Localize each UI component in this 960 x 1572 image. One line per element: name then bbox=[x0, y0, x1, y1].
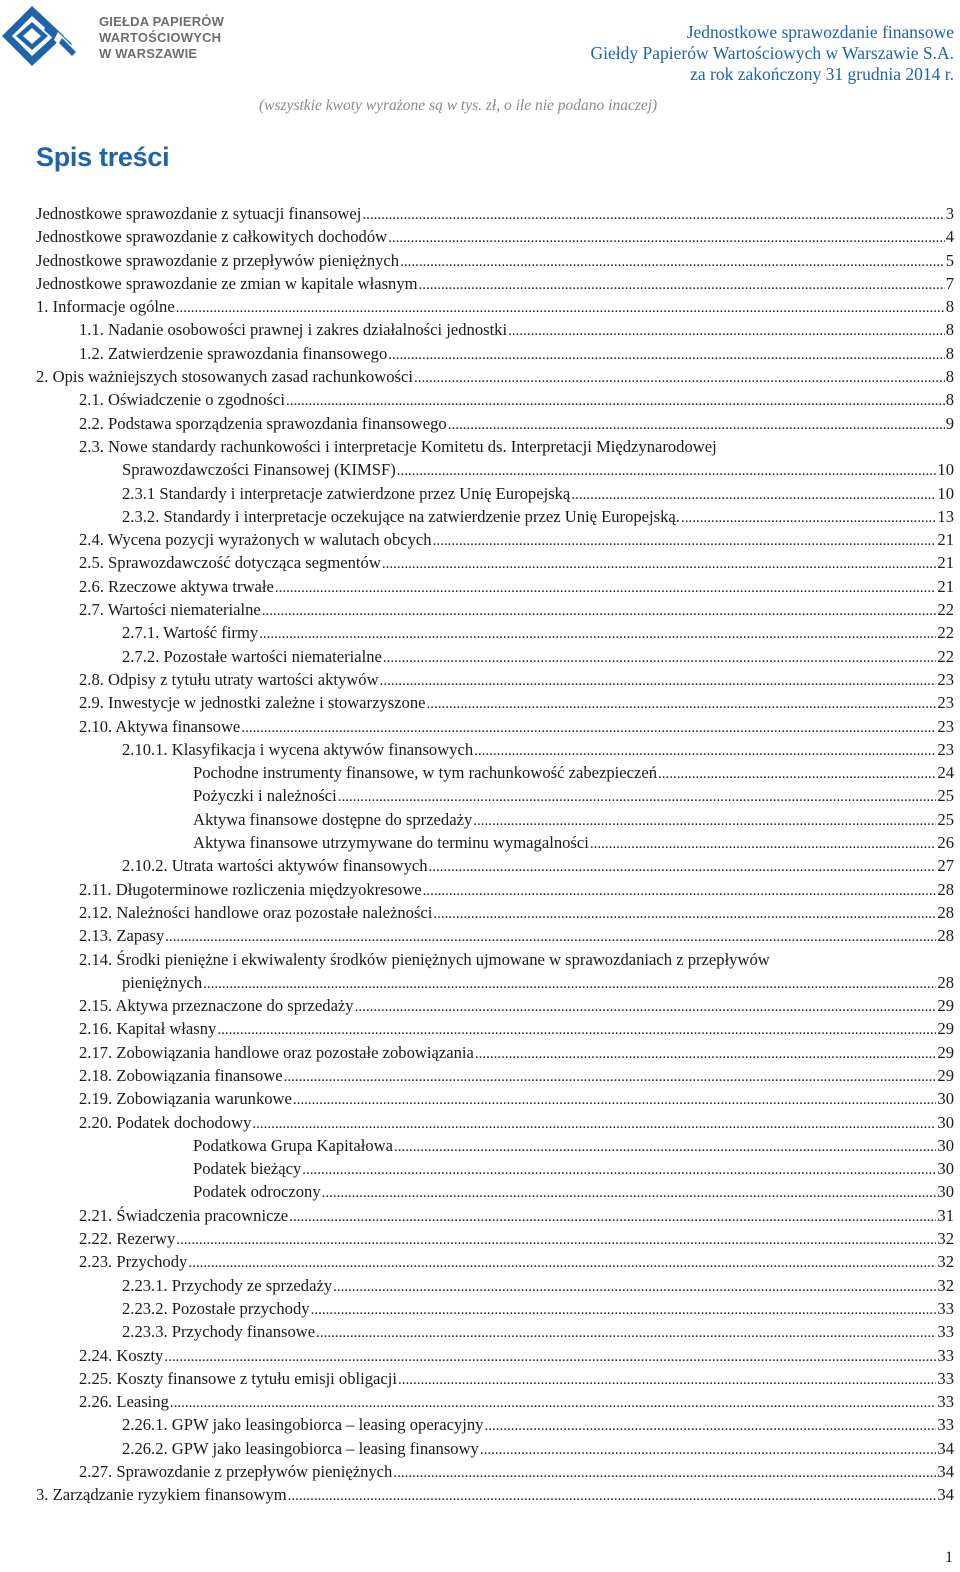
toc-leader-dots bbox=[397, 460, 937, 483]
toc-leader-dots bbox=[355, 996, 937, 1019]
toc-entry-title: 2.1. Oświadczenie o zgodności bbox=[79, 390, 285, 410]
toc-entry[interactable] bbox=[36, 575, 954, 598]
toc-leader-dots bbox=[433, 530, 937, 553]
toc-leader-dots bbox=[165, 926, 936, 949]
toc-page-number: 33 bbox=[937, 1415, 954, 1435]
toc-entry[interactable] bbox=[36, 342, 954, 365]
toc-page-number: 10 bbox=[937, 483, 954, 503]
toc-page-number: 8 bbox=[945, 367, 954, 387]
toc-leader-dots bbox=[394, 1136, 936, 1159]
toc-leader-dots bbox=[388, 344, 944, 367]
toc-page-number: 28 bbox=[937, 879, 954, 899]
toc-entry[interactable] bbox=[36, 1367, 954, 1390]
toc-entry-title: 2.20. Podatek dochodowy bbox=[79, 1112, 252, 1132]
toc-entry[interactable] bbox=[36, 551, 954, 574]
toc-page-number: 8 bbox=[945, 297, 954, 317]
toc-entry-title: 2.8. Odpisy z tytułu utraty wartości aktywów bbox=[79, 669, 379, 689]
toc-entry[interactable] bbox=[36, 1064, 954, 1087]
toc-page-number: 30 bbox=[937, 1112, 954, 1132]
toc-entry[interactable] bbox=[36, 738, 954, 761]
toc-leader-dots bbox=[388, 227, 945, 250]
toc-entry[interactable] bbox=[36, 878, 954, 901]
toc-entry-title: Jednostkowe sprawozdanie z sytuacji finansowej bbox=[36, 204, 362, 223]
toc-leader-dots bbox=[480, 1439, 937, 1462]
toc-leader-dots bbox=[316, 1322, 936, 1345]
toc-entry-title: 2.25. Koszty finansowe z tytułu emisji obligacji bbox=[79, 1368, 397, 1388]
toc-entry-title: 2.27. Sprawozdanie z przepływów pieniężnych bbox=[79, 1462, 393, 1482]
toc-page-number: 30 bbox=[937, 1182, 954, 1202]
toc-leader-dots bbox=[433, 903, 936, 926]
toc-leader-dots bbox=[419, 274, 945, 297]
toc-leader-dots bbox=[284, 1066, 937, 1089]
toc-leader-dots bbox=[241, 717, 936, 740]
toc-page-number: 21 bbox=[937, 530, 954, 550]
toc-page-number: 33 bbox=[937, 1345, 954, 1365]
toc-entry-title: 2.3.2. Standardy i interpretacje oczekujące na zatwierdzenie przez Unię Europejską. bbox=[122, 506, 680, 526]
toc-leader-dots bbox=[252, 1113, 936, 1136]
toc-entry[interactable] bbox=[36, 1157, 954, 1180]
toc-page-number: 21 bbox=[937, 576, 954, 596]
toc-entry-title: 2.7.2. Pozostałe wartości niematerialne bbox=[122, 646, 382, 666]
toc-page-number: 30 bbox=[937, 1089, 954, 1109]
toc-entry-title: 2.12. Należności handlowe oraz pozostałe należności bbox=[79, 902, 433, 922]
toc-entry[interactable] bbox=[36, 1297, 954, 1320]
toc-entry-title: 2.26.2. GPW jako leasingobiorca – leasing finansowy bbox=[122, 1438, 479, 1458]
toc-entry-title: 2. Opis ważniejszych stosowanych zasad rachunkowości bbox=[36, 367, 413, 387]
table-of-contents bbox=[36, 202, 954, 1507]
toc-entry-title: 2.9. Inwestycje w jednostki zależne i stowarzyszone bbox=[79, 693, 426, 713]
toc-entry[interactable] bbox=[36, 435, 954, 482]
toc-entry[interactable] bbox=[36, 901, 954, 924]
toc-leader-dots bbox=[289, 1206, 936, 1229]
toc-leader-dots bbox=[217, 1019, 936, 1042]
toc-entry[interactable] bbox=[36, 831, 954, 854]
toc-entry[interactable] bbox=[36, 1180, 954, 1203]
toc-leader-dots bbox=[400, 251, 945, 274]
toc-entry[interactable] bbox=[36, 505, 954, 528]
toc-page-number: 27 bbox=[937, 856, 954, 876]
toc-page-number: 33 bbox=[937, 1322, 954, 1342]
toc-entry-title: 2.2. Podstawa sporządzenia sprawozdania finansowego bbox=[79, 413, 447, 433]
toc-entry-title: 2.19. Zobowiązania warunkowe bbox=[79, 1089, 292, 1109]
toc-entry-title: 2.4. Wycena pozycji wyrażonych w walutach obcych bbox=[79, 530, 432, 550]
toc-leader-dots bbox=[176, 1229, 936, 1252]
toc-page-number: 32 bbox=[937, 1252, 954, 1272]
header-title-line: za rok zakończony 31 grudnia 2014 r. bbox=[690, 64, 954, 84]
toc-page-number: 26 bbox=[937, 833, 954, 853]
toc-leader-dots bbox=[423, 880, 937, 903]
toc-entry-title: 1.2. Zatwierdzenie sprawozdania finansowego bbox=[79, 343, 388, 363]
toc-leader-dots bbox=[275, 577, 937, 600]
toc-page-number: 5 bbox=[945, 250, 954, 270]
toc-entry-title: Aktywa finansowe utrzymywane do terminu wymagalności bbox=[193, 833, 589, 853]
toc-page-number: 28 bbox=[937, 926, 954, 946]
toc-page-number: 28 bbox=[937, 902, 954, 922]
amounts-note: (wszystkie kwoty wyrażone są w tys. zł, o ile nie podano inaczej) bbox=[259, 97, 658, 114]
toc-page-number: 25 bbox=[937, 809, 954, 829]
toc-page-number: 33 bbox=[937, 1368, 954, 1388]
toc-page-number: 34 bbox=[937, 1438, 954, 1458]
toc-entry[interactable] bbox=[36, 808, 954, 831]
toc-page-number: 13 bbox=[937, 506, 954, 526]
toc-entry-title: 2.16. Kapitał własny bbox=[79, 1019, 217, 1039]
toc-leader-dots bbox=[293, 1089, 937, 1112]
toc-leader-dots bbox=[383, 647, 937, 670]
toc-entry[interactable] bbox=[36, 528, 954, 551]
toc-entry[interactable] bbox=[36, 318, 954, 341]
toc-leader-dots bbox=[590, 833, 937, 856]
logo-line: WARTOŚCIOWYCH bbox=[99, 30, 222, 45]
toc-leader-dots bbox=[203, 973, 936, 996]
toc-page-number: 30 bbox=[937, 1135, 954, 1155]
toc-entry-title: 2.21. Świadczenia pracownicze bbox=[79, 1205, 289, 1225]
toc-page-number: 34 bbox=[937, 1462, 954, 1482]
toc-page-number: 9 bbox=[945, 413, 954, 433]
toc-entry-title: 2.23. Przychody bbox=[79, 1252, 188, 1272]
toc-leader-dots bbox=[380, 670, 937, 693]
toc-leader-dots bbox=[382, 553, 937, 576]
toc-page-number: 29 bbox=[937, 1042, 954, 1062]
toc-entry-title: 2.11. Długoterminowe rozliczenia międzyokresowe bbox=[79, 879, 422, 899]
toc-entry[interactable] bbox=[36, 412, 954, 435]
toc-page-number: 22 bbox=[937, 600, 954, 620]
toc-entry-title-continued: Sprawozdawczości Finansowej (KIMSF) bbox=[122, 460, 396, 480]
logo-line: W WARSZAWIE bbox=[99, 46, 198, 61]
toc-entry-title: 2.6. Rzeczowe aktywa trwałe bbox=[79, 576, 274, 596]
toc-entry-title: 2.10.1. Klasyfikacja i wycena aktywów finansowych bbox=[122, 739, 474, 759]
toc-entry[interactable] bbox=[36, 1087, 954, 1110]
toc-leader-dots bbox=[288, 1485, 937, 1508]
toc-entry-title: 2.24. Koszty bbox=[79, 1345, 164, 1365]
toc-entry-title: 2.10. Aktywa finansowe bbox=[79, 716, 241, 736]
toc-entry[interactable] bbox=[36, 388, 954, 411]
toc-leader-dots bbox=[393, 1462, 936, 1485]
toc-entry-title: 2.18. Zobowiązania finansowe bbox=[79, 1065, 283, 1085]
toc-leader-dots bbox=[362, 204, 944, 227]
toc-entry[interactable] bbox=[36, 598, 954, 621]
page-title: Spis treści bbox=[36, 142, 170, 172]
toc-entry-title: Podatkowa Grupa Kapitałowa bbox=[193, 1135, 393, 1155]
toc-page-number: 8 bbox=[945, 343, 954, 363]
toc-entry-title: 2.23.1. Przychody ze sprzedaży bbox=[122, 1275, 333, 1295]
toc-leader-dots bbox=[473, 810, 936, 833]
toc-entry-title: 2.15. Aktywa przeznaczone do sprzedaży bbox=[79, 996, 354, 1016]
toc-entry-title: 2.7.1. Wartość firmy bbox=[122, 623, 259, 643]
toc-leader-dots bbox=[322, 1182, 937, 1205]
toc-leader-dots bbox=[484, 1415, 936, 1438]
document-header bbox=[591, 22, 954, 85]
toc-leader-dots bbox=[259, 623, 936, 646]
toc-page-number: 22 bbox=[937, 623, 954, 643]
toc-leader-dots bbox=[414, 367, 945, 390]
toc-page-number: 23 bbox=[937, 693, 954, 713]
toc-leader-dots bbox=[286, 390, 945, 413]
toc-entry[interactable] bbox=[36, 365, 954, 388]
toc-entry-title: Podatek odroczony bbox=[193, 1182, 321, 1202]
toc-entry[interactable] bbox=[36, 761, 954, 784]
toc-page-number: 25 bbox=[937, 786, 954, 806]
toc-page-number: 32 bbox=[937, 1275, 954, 1295]
toc-entry-title-continued: pieniężnych bbox=[122, 972, 203, 992]
toc-entry[interactable] bbox=[36, 924, 954, 947]
toc-leader-dots bbox=[475, 1043, 937, 1066]
toc-leader-dots bbox=[176, 297, 945, 320]
toc-leader-dots bbox=[164, 1346, 936, 1369]
toc-entry[interactable] bbox=[36, 1344, 954, 1367]
toc-entry-title: 2.23.2. Pozostałe przychody bbox=[122, 1298, 310, 1318]
toc-entry[interactable] bbox=[36, 482, 954, 505]
toc-entry[interactable] bbox=[36, 1041, 954, 1064]
toc-page-number: 8 bbox=[945, 390, 954, 410]
toc-entry[interactable] bbox=[36, 295, 954, 318]
toc-page-number: 30 bbox=[937, 1159, 954, 1179]
toc-entry[interactable] bbox=[36, 1111, 954, 1134]
toc-entry[interactable] bbox=[36, 1437, 954, 1460]
toc-entry[interactable] bbox=[36, 1134, 954, 1157]
toc-page-number: 31 bbox=[937, 1205, 954, 1225]
toc-entry[interactable] bbox=[36, 1413, 954, 1436]
toc-leader-dots bbox=[262, 600, 937, 623]
toc-leader-dots bbox=[170, 1392, 937, 1415]
toc-entry[interactable] bbox=[36, 272, 954, 295]
toc-page-number: 32 bbox=[937, 1229, 954, 1249]
toc-entry-title: 2.10.2. Utrata wartości aktywów finansowych bbox=[122, 856, 428, 876]
toc-page-number: 7 bbox=[945, 273, 954, 293]
toc-page-number: 23 bbox=[937, 716, 954, 736]
toc-entry-title: Aktywa finansowe dostępne do sprzedaży bbox=[193, 809, 473, 829]
toc-leader-dots bbox=[333, 1276, 936, 1299]
toc-page-number: 22 bbox=[937, 646, 954, 666]
toc-entry-title: 2.14. Środki pieniężne i ekwiwalenty środków pieniężnych ujmowane w sprawozdaniach z przepływów bbox=[79, 949, 770, 969]
toc-page-number: 34 bbox=[937, 1485, 954, 1505]
toc-leader-dots bbox=[429, 856, 937, 879]
toc-entry[interactable] bbox=[36, 1227, 954, 1250]
toc-entry-title: Jednostkowe sprawozdanie z przepływów pieniężnych bbox=[36, 250, 400, 270]
toc-leader-dots bbox=[474, 740, 936, 763]
toc-entry[interactable] bbox=[36, 202, 954, 225]
toc-entry[interactable] bbox=[36, 249, 954, 272]
gpw-logo-icon bbox=[2, 4, 94, 68]
toc-leader-dots bbox=[508, 320, 945, 343]
toc-entry-title: 2.22. Rezerwy bbox=[79, 1229, 176, 1249]
page-number: 1 bbox=[945, 1549, 953, 1566]
toc-entry[interactable] bbox=[36, 854, 954, 877]
logo-wordmark bbox=[99, 14, 224, 62]
toc-entry[interactable] bbox=[36, 645, 954, 668]
toc-leader-dots bbox=[311, 1299, 937, 1322]
logo-line: GIEŁDA PAPIERÓW bbox=[99, 14, 225, 29]
toc-entry-title: Jednostkowe sprawozdanie z całkowitych dochodów bbox=[36, 227, 388, 247]
toc-entry[interactable] bbox=[36, 1390, 954, 1413]
toc-leader-dots bbox=[448, 414, 945, 437]
toc-entry-title: 1.1. Nadanie osobowości prawnej i zakres działalności jednostki bbox=[79, 320, 508, 340]
toc-entry-title: Pochodne instrumenty finansowe, w tym rachunkowość zabezpieczeń bbox=[193, 763, 658, 783]
toc-entry[interactable] bbox=[36, 784, 954, 807]
toc-entry[interactable] bbox=[36, 1483, 954, 1506]
toc-page-number: 24 bbox=[937, 763, 954, 783]
toc-page-number: 23 bbox=[937, 669, 954, 689]
toc-entry[interactable] bbox=[36, 1204, 954, 1227]
toc-entry[interactable] bbox=[36, 715, 954, 738]
toc-leader-dots bbox=[398, 1369, 936, 1392]
toc-page-number: 29 bbox=[937, 1065, 954, 1085]
header-title-line: Giełdy Papierów Wartościowych w Warszawie S.A. bbox=[590, 43, 954, 63]
toc-entry-title: Jednostkowe sprawozdanie ze zmian w kapitale własnym bbox=[36, 273, 418, 293]
toc-page-number: 10 bbox=[937, 460, 954, 480]
toc-leader-dots bbox=[188, 1252, 936, 1275]
toc-leader-dots bbox=[302, 1159, 936, 1182]
toc-leader-dots bbox=[571, 484, 936, 507]
toc-entry[interactable] bbox=[36, 668, 954, 691]
toc-entry-title: Pożyczki i należności bbox=[193, 786, 337, 806]
toc-entry[interactable] bbox=[36, 1460, 954, 1483]
toc-page-number: 33 bbox=[937, 1298, 954, 1318]
toc-entry-title: Podatek bieżący bbox=[193, 1159, 302, 1179]
header-title-line: Jednostkowe sprawozdanie finansowe bbox=[686, 22, 954, 42]
toc-page-number: 33 bbox=[937, 1392, 954, 1412]
toc-leader-dots bbox=[658, 763, 936, 786]
toc-entry-title: 2.5. Sprawozdawczość dotycząca segmentów bbox=[79, 553, 381, 573]
toc-leader-dots bbox=[427, 693, 937, 716]
toc-page-number: 3 bbox=[945, 204, 954, 223]
toc-page-number: 29 bbox=[937, 1019, 954, 1039]
toc-entry[interactable] bbox=[36, 1250, 954, 1273]
toc-entry-title: 2.3. Nowe standardy rachunkowości i interpretacje Komitetu ds. Interpretacji Międzynarodowej bbox=[79, 436, 717, 456]
toc-entry[interactable] bbox=[36, 994, 954, 1017]
toc-entry-title: 2.3.1 Standardy i interpretacje zatwierdzone przez Unię Europejską bbox=[122, 483, 571, 503]
toc-page-number: 8 bbox=[945, 320, 954, 340]
toc-entry-title: 2.26. Leasing bbox=[79, 1392, 169, 1412]
toc-entry-title: 3. Zarządzanie ryzykiem finansowym bbox=[36, 1485, 287, 1505]
toc-page-number: 4 bbox=[945, 227, 954, 247]
toc-entry-title: 2.7. Wartości niematerialne bbox=[79, 600, 261, 620]
toc-entry-title: 2.26.1. GPW jako leasingobiorca – leasing operacyjny bbox=[122, 1415, 484, 1435]
toc-entry-title: 2.13. Zapasy bbox=[79, 926, 165, 946]
toc-entry[interactable] bbox=[36, 621, 954, 644]
toc-leader-dots bbox=[338, 786, 937, 809]
toc-entry[interactable] bbox=[36, 225, 954, 248]
toc-entry-title: 2.23.3. Przychody finansowe bbox=[122, 1322, 316, 1342]
toc-entry-title: 1. Informacje ogólne bbox=[36, 297, 175, 317]
toc-entry-title: 2.17. Zobowiązania handlowe oraz pozostałe zobowiązania bbox=[79, 1042, 474, 1062]
toc-page-number: 21 bbox=[937, 553, 954, 573]
toc-entry[interactable] bbox=[36, 1274, 954, 1297]
toc-entry[interactable] bbox=[36, 691, 954, 714]
toc-leader-dots bbox=[681, 507, 936, 530]
toc-page-number: 29 bbox=[937, 996, 954, 1016]
toc-entry[interactable] bbox=[36, 1017, 954, 1040]
toc-entry[interactable] bbox=[36, 948, 954, 995]
toc-page-number: 23 bbox=[937, 739, 954, 759]
toc-entry[interactable] bbox=[36, 1320, 954, 1343]
toc-page-number: 28 bbox=[937, 972, 954, 992]
